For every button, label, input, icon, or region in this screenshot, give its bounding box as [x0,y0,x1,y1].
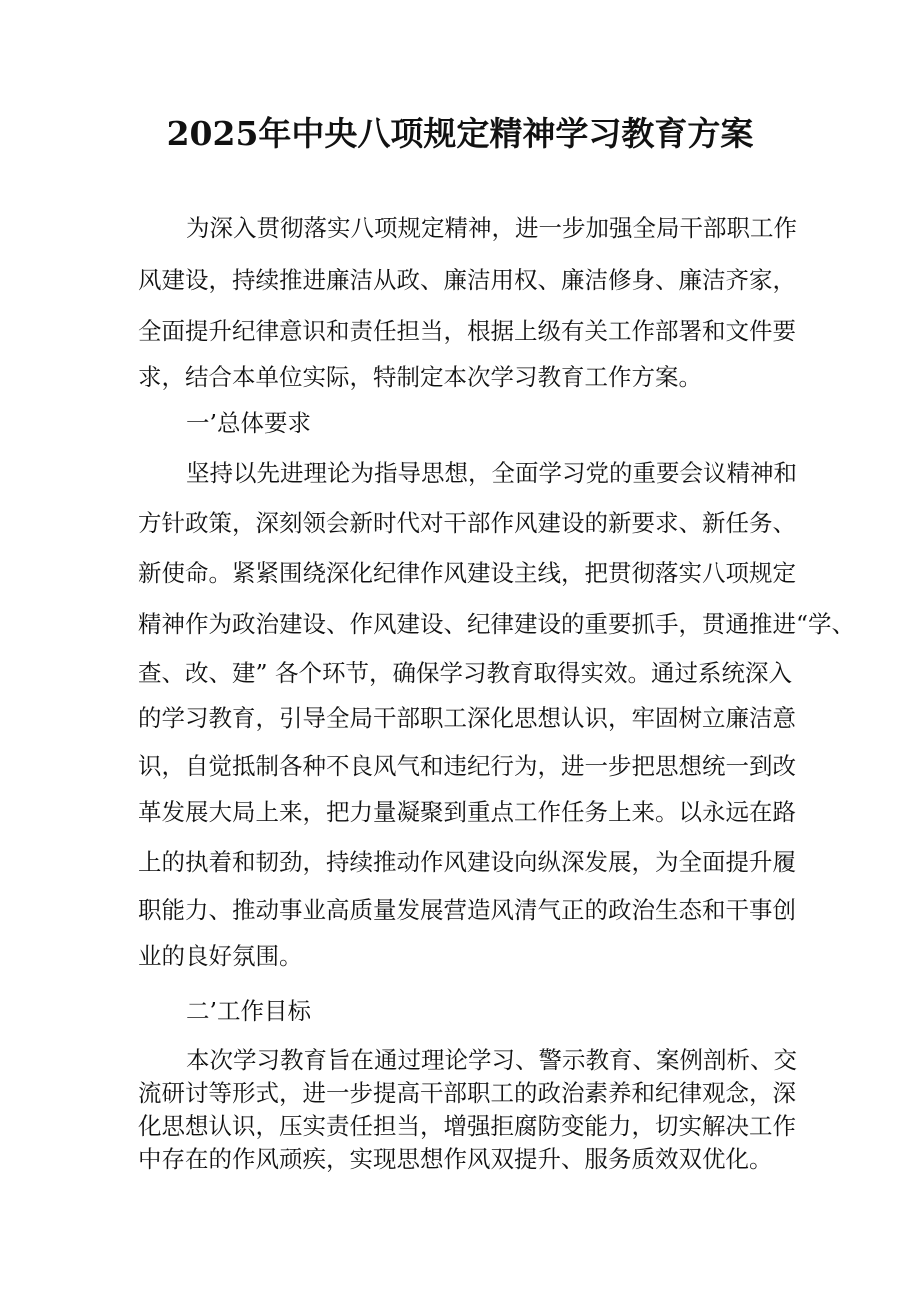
paragraph-line: 业的良好氛围。 [138,942,303,970]
paragraph-line: 为深入贯彻落实八项规定精神，进一步加强全局干部职工作 [186,214,797,242]
paragraph-line: 求，结合本单位实际，特制定本次学习教育工作方案。 [138,363,702,391]
paragraph-line: 精神作为政治建设、作风建设、纪律建设的重要抓手，贯通推进“学、 [138,610,856,638]
paragraph-line: 全面提升纪律意识和责任担当，根据上级有关工作部署和文件要 [138,317,796,345]
paragraph-line: 的学习教育，引导全局干部职工深化思想认识，牢固树立廉洁意 [138,704,796,732]
paragraph-line: 流研讨等形式，进一步提高干部职工的政治素养和纪律观念，深 [138,1079,796,1107]
paragraph-line: 中存在的作风顽疾，实现思想作风双提升、服务质效双优化。 [138,1145,773,1173]
paragraph-line: 坚持以先进理论为指导思想，全面学习党的重要会议精神和 [186,459,797,487]
paragraph-line: 化思想认识，压实责任担当，增强拒腐防变能力，切实解决工作 [138,1112,796,1140]
paragraph-line: 革发展大局上来，把力量凝聚到重点工作任务上来。以永远在路 [138,798,796,826]
paragraph-line: 风建设，持续推进廉洁从政、廉洁用权、廉洁修身、廉洁齐家， [138,266,796,294]
paragraph-line: 本次学习教育旨在通过理论学习、警示教育、案例剖析、交 [186,1046,797,1074]
paragraph-line: 新使命。紧紧围绕深化纪律作风建设主线，把贯彻落实八项规定 [138,559,796,587]
paragraph-line: 方针政策，深刻领会新时代对干部作风建设的新要求、新任务、 [138,509,796,537]
paragraph-line: 职能力、推动事业高质量发展营造风清气正的政治生态和干事创 [138,896,796,924]
paragraph-line: 查、改、建” 各个环节，确保学习教育取得实效。通过系统深入 [138,659,792,687]
paragraph-line: 上的执着和韧劲，持续推动作风建设向纵深发展，为全面提升履 [138,848,796,876]
section-heading-2: 二’工作目标 [186,997,311,1025]
section-heading-1: 一’总体要求 [186,409,311,437]
paragraph-line: 识，自觉抵制各种不良风气和违纪行为，进一步把思想统一到改 [138,752,796,780]
document-title: 2025年中央八项规定精神学习教育方案 [166,114,754,153]
